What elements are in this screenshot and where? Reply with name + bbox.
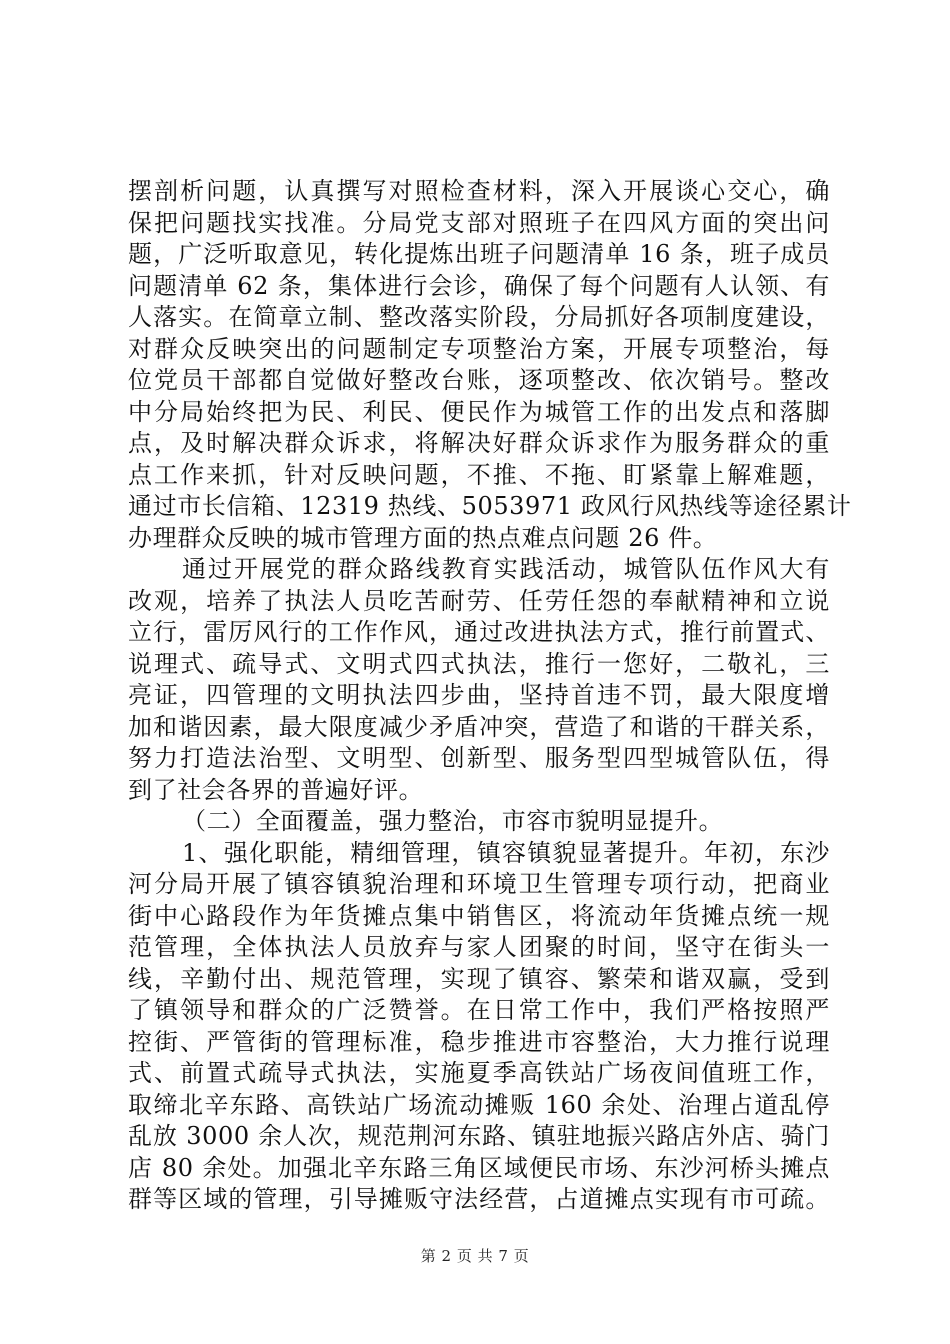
text-line: 人落实。在简章立制、整改落实阶段，分局抓好各项制度建设， xyxy=(128,303,830,331)
text-line: （二）全面覆盖，强力整治，市容市貌明显提升。 xyxy=(182,807,724,835)
text-line: 范管理，全体执法人员放弃与家人团聚的时间，坚守在街头一 xyxy=(128,933,830,961)
text-line: 1、强化职能，精细管理，镇容镇貌显著提升。年初，东沙 xyxy=(182,838,830,867)
text-line: 改观，培养了执法人员吃苦耐劳、任劳任怨的奉献精神和立说 xyxy=(128,586,830,615)
text-line: 街中心路段作为年货摊点集中销售区，将流动年货摊点统一规 xyxy=(128,901,830,930)
text-line: 了镇领导和群众的广泛赞誉。在日常工作中，我们严格按照严 xyxy=(128,996,830,1024)
text-line: 位党员干部都自觉做好整改台账，逐项整改、依次销号。整改 xyxy=(128,366,830,394)
text-line: 群等区域的管理，引导摊贩守法经营，占道摊点实现有市可疏。 xyxy=(128,1185,830,1213)
text-line: 努力打造法治型、文明型、创新型、服务型四型城管队伍，得 xyxy=(128,744,830,772)
text-line: 河分局开展了镇容镇貌治理和环境卫生管理专项行动，把商业 xyxy=(128,870,830,898)
text-line: 式、前置式疏导式执法，实施夏季高铁站广场夜间值班工作， xyxy=(128,1059,830,1087)
text-line: 点，及时解决群众诉求，将解决好群众诉求作为服务群众的重 xyxy=(128,429,830,457)
text-line: 问题清单 62 条，集体进行会诊，确保了每个问题有人认领、有 xyxy=(128,271,830,300)
text-line: 办理群众反映的城市管理方面的热点难点问题 26 件。 xyxy=(128,523,718,552)
page-footer: 第 2 页 共 7 页 xyxy=(420,1247,530,1265)
text-line: 店 80 余处。加强北辛东路三角区域便民市场、东沙河桥头摊点 xyxy=(128,1153,830,1182)
text-line: 取缔北辛东路、高铁站广场流动摊贩 160 余处、治理占道乱停 xyxy=(128,1090,830,1119)
text-line: 中分局始终把为民、利民、便民作为城管工作的出发点和落脚 xyxy=(128,397,830,426)
text-line: 对群众反映突出的问题制定专项整治方案，开展专项整治，每 xyxy=(128,334,830,363)
text-line: 说理式、疏导式、文明式四式执法，推行一您好，二敬礼，三 xyxy=(128,649,830,678)
text-line: 乱放 3000 余人次，规范荆河东路、镇驻地振兴路店外店、骑门 xyxy=(128,1122,830,1150)
text-line: 通过开展党的群众路线教育实践活动，城管队伍作风大有 xyxy=(182,555,830,583)
text-line: 亮证，四管理的文明执法四步曲，坚持首违不罚，最大限度增 xyxy=(128,681,830,709)
text-line: 通过市长信箱、12319 热线、5053971 政风行风热线等途径累计 xyxy=(128,492,852,520)
document-body xyxy=(128,176,852,1216)
text-line: 控街、严管街的管理标准，稳步推进市容整治，大力推行说理 xyxy=(128,1027,830,1056)
text-line: 摆剖析问题，认真撰写对照检查材料，深入开展谈心交心，确 xyxy=(128,177,830,205)
text-line: 加和谐因素，最大限度减少矛盾冲突，营造了和谐的干群关系， xyxy=(128,712,830,741)
text-line: 保把问题找实找准。分局党支部对照班子在四风方面的突出问 xyxy=(128,208,830,237)
text-line: 到了社会各界的普遍好评。 xyxy=(128,775,424,804)
text-line: 线，辛勤付出、规范管理，实现了镇容、繁荣和谐双赢，受到 xyxy=(128,964,830,993)
text-line: 点工作来抓，针对反映问题，不推、不拖、盯紧靠上解难题， xyxy=(128,460,830,489)
text-line: 立行，雷厉风行的工作作风，通过改进执法方式，推行前置式、 xyxy=(128,618,830,646)
text-line: 题，广泛听取意见，转化提炼出班子问题清单 16 条，班子成员 xyxy=(128,240,830,268)
